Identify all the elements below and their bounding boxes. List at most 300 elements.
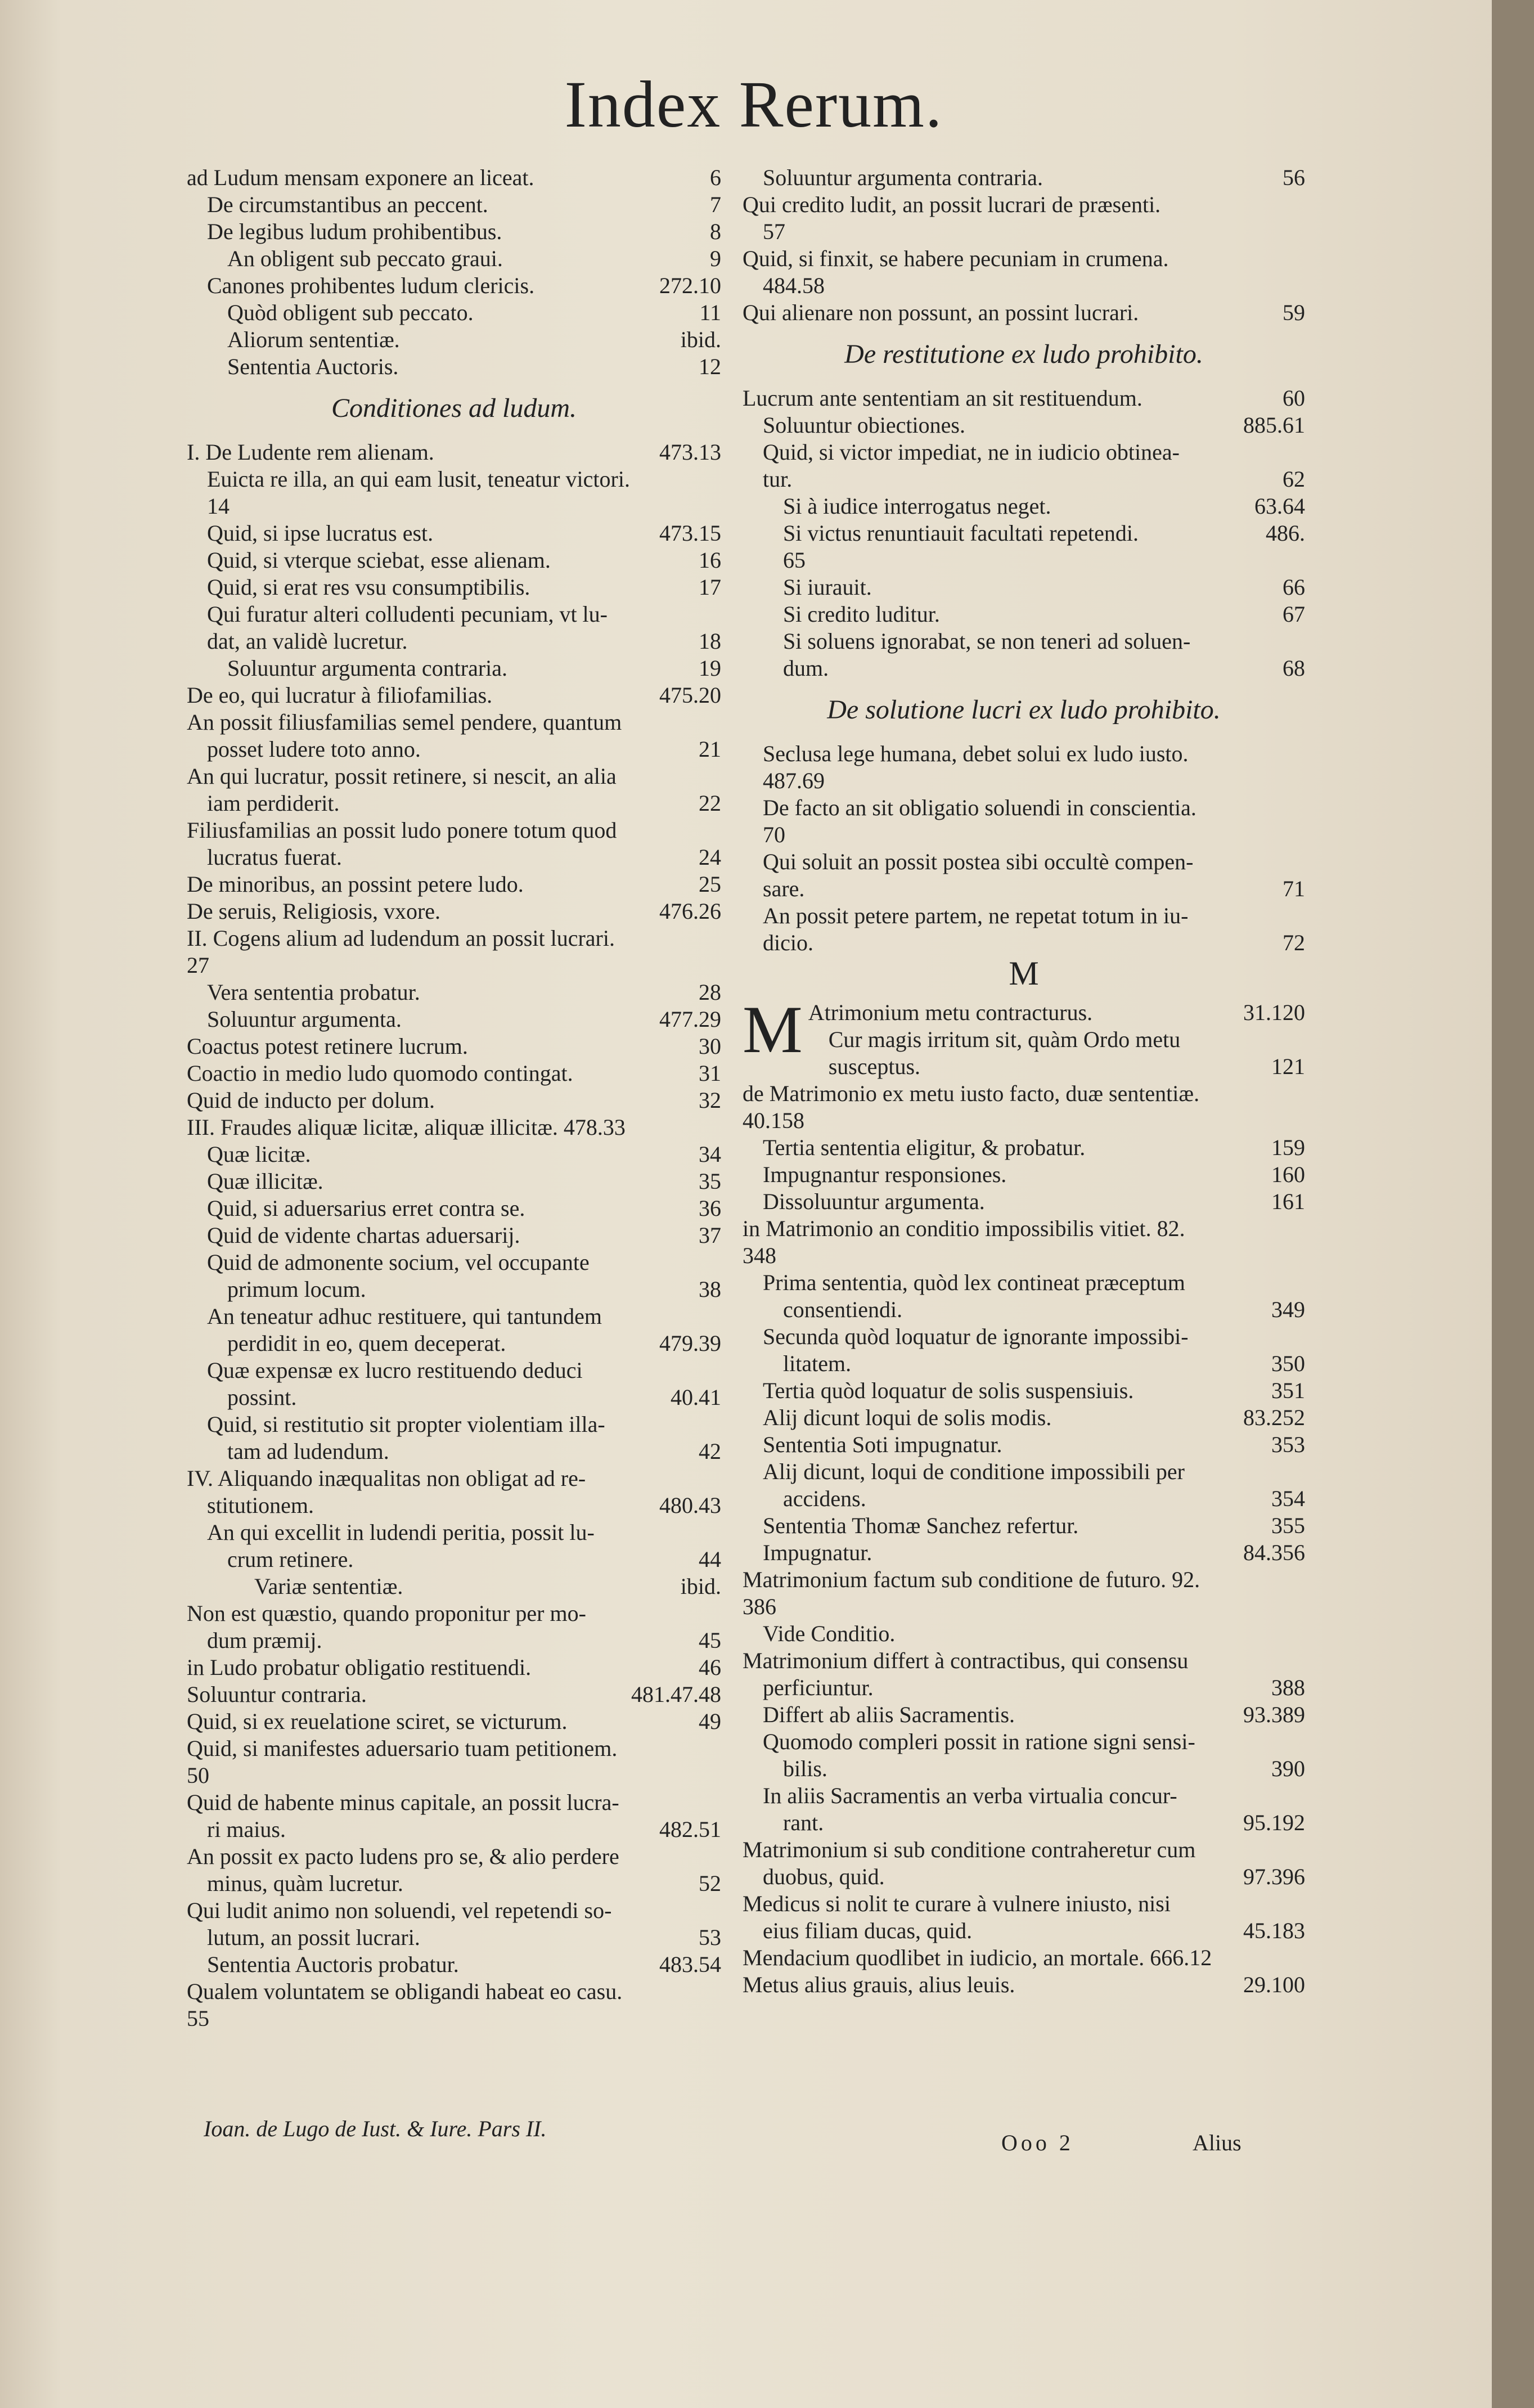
- catchword: Alius: [1193, 2130, 1241, 2155]
- entry-reference: [1296, 1944, 1305, 1971]
- entry-reference: [712, 1114, 721, 1141]
- entry-text: stitutionem.: [207, 1493, 314, 1518]
- index-entry: [187, 709, 721, 736]
- entry-text: Quæ licitæ.: [207, 1142, 311, 1167]
- index-entry: [187, 2005, 721, 2032]
- entry-reference: [712, 493, 721, 520]
- index-entry: [743, 1296, 1305, 1323]
- index-entry: [187, 628, 721, 655]
- entry-text: possint.: [227, 1385, 297, 1410]
- index-entry: [187, 1357, 721, 1384]
- index-entry: [187, 547, 721, 574]
- entry-reference: 66: [1283, 574, 1305, 600]
- index-entry: [187, 1330, 721, 1357]
- index-entry: [187, 1060, 721, 1087]
- entry-reference: [1296, 1026, 1305, 1053]
- index-entry: [808, 999, 1305, 1026]
- index-entry: [743, 466, 1305, 493]
- index-entry: [743, 1701, 1305, 1728]
- entry-text: 484.58: [763, 273, 825, 298]
- index-entry: [743, 1080, 1305, 1107]
- index-entry: [187, 979, 721, 1006]
- entry-text: Quid de inducto per dolum.: [187, 1088, 435, 1113]
- index-entry: [743, 439, 1305, 466]
- entry-reference: [712, 817, 721, 844]
- entry-reference: 83.252: [1243, 1405, 1305, 1430]
- entry-text: Qui ludit animo non soluendi, vel repetendi so-: [187, 1898, 612, 1923]
- entry-text: I. De Ludente rem alienam.: [187, 439, 434, 465]
- entry-text: perficiuntur.: [763, 1675, 874, 1700]
- entry-text: Quid, si ipse lucratus est.: [207, 520, 434, 546]
- entry-reference: 84.356: [1243, 1540, 1305, 1565]
- entry-text: An obligent sub peccato graui.: [227, 246, 503, 271]
- entry-text: bilis.: [783, 1756, 827, 1781]
- entry-reference: [1296, 848, 1305, 875]
- index-entry: [743, 1863, 1305, 1890]
- entry-reference: 97.396: [1243, 1864, 1305, 1889]
- entry-text: minus, quàm lucretur.: [207, 1871, 403, 1896]
- drop-cap-m: M: [743, 992, 803, 1067]
- index-entry: [187, 1033, 721, 1060]
- entry-text: Qui credito ludit, an possit lucrari de præsenti.: [743, 192, 1161, 217]
- entry-reference: 11: [699, 300, 721, 325]
- entry-reference: 473.15: [659, 520, 721, 546]
- entry-text: dat, an validè lucretur.: [207, 628, 408, 654]
- letter-heading-m: M: [1009, 955, 1039, 992]
- right-column: [743, 164, 1305, 1998]
- index-entry: [743, 245, 1305, 272]
- index-entry: [743, 601, 1305, 628]
- index-entry: [187, 817, 721, 844]
- signature-mark: Ooo 2: [1001, 2130, 1074, 2155]
- index-entry: [187, 1006, 721, 1033]
- entry-text: 27: [187, 953, 209, 978]
- entry-text: Si iurauit.: [783, 574, 872, 600]
- entry-reference: 354: [1271, 1486, 1305, 1511]
- entry-reference: 473.13: [659, 439, 721, 465]
- index-entry: [187, 871, 721, 898]
- index-entry: [187, 1438, 721, 1465]
- index-entry: [187, 1654, 721, 1681]
- entry-text: ri maius.: [207, 1817, 286, 1842]
- index-entry: [743, 1215, 1305, 1242]
- left-entries-conditiones: [187, 439, 721, 2032]
- index-entry: [187, 682, 721, 709]
- entry-reference: [1296, 1782, 1305, 1809]
- entry-reference: 355: [1271, 1513, 1305, 1538]
- entry-reference: [712, 709, 721, 736]
- index-entry: [743, 1485, 1305, 1512]
- entry-reference: [1296, 767, 1305, 794]
- entry-text: 40.158: [743, 1108, 804, 1133]
- index-entry: [187, 1951, 721, 1978]
- entry-reference: 42: [699, 1439, 721, 1464]
- entry-text: 348: [743, 1243, 776, 1268]
- entry-text: Aliorum sententiæ.: [227, 327, 400, 352]
- entry-text: eius filiam ducas, quid.: [763, 1918, 973, 1943]
- entry-reference: 29.100: [1243, 1972, 1305, 1997]
- index-entry: [187, 1627, 721, 1654]
- index-entry: [743, 655, 1305, 682]
- index-entry: [187, 1924, 721, 1951]
- entry-reference: [1296, 1080, 1305, 1107]
- index-entry: [187, 601, 721, 628]
- right-entries-restitutione: [743, 385, 1305, 682]
- index-entry: [187, 952, 721, 979]
- entry-text: 55: [187, 2006, 209, 2031]
- entry-text: An qui lucratur, possit retinere, si nescit, an alia: [187, 763, 617, 789]
- index-entry: [743, 1107, 1305, 1134]
- index-entry: [187, 1249, 721, 1276]
- entry-reference: 62: [1283, 466, 1305, 492]
- entry-text: De seruis, Religiosis, vxore.: [187, 898, 441, 924]
- index-entry: [743, 1350, 1305, 1377]
- entry-reference: 483.54: [659, 1952, 721, 1977]
- entry-reference: [712, 1411, 721, 1438]
- entry-text: primum locum.: [227, 1277, 366, 1302]
- entry-reference: [1296, 1107, 1305, 1134]
- entry-reference: 12: [699, 354, 721, 379]
- index-entry: [743, 1890, 1305, 1917]
- entry-reference: [712, 1735, 721, 1762]
- index-entry: [187, 1492, 721, 1519]
- index-entry: [743, 1404, 1305, 1431]
- entry-text: De legibus ludum prohibentibus.: [207, 219, 502, 244]
- entry-reference: 479.39: [659, 1331, 721, 1356]
- index-entry: [187, 1816, 721, 1843]
- index-entry: [187, 1303, 721, 1330]
- entry-reference: [712, 1789, 721, 1816]
- entry-reference: [712, 1978, 721, 2005]
- index-entry: [187, 1411, 721, 1438]
- index-entry: [743, 848, 1305, 875]
- entry-reference: 19: [699, 655, 721, 681]
- entry-reference: [1296, 245, 1305, 272]
- entry-reference: 6: [710, 165, 721, 190]
- entry-text: Si credito luditur.: [783, 601, 940, 627]
- entry-text: Filiusfamilias an possit ludo ponere totum quod: [187, 817, 617, 843]
- entry-text: ad Ludum mensam exponere an liceat.: [187, 165, 534, 190]
- entry-text: Quæ expensæ ex lucro restituendo deduci: [207, 1358, 583, 1383]
- entry-reference: [1296, 1323, 1305, 1350]
- entry-text: 65: [783, 547, 806, 573]
- entry-text: rant.: [783, 1810, 824, 1835]
- entry-text: Atrimonium metu contracturus.: [808, 1000, 1093, 1025]
- index-entry: [187, 1978, 721, 2005]
- entry-text: Mendacium quodlibet in iudicio, an mortale. 666.12: [743, 1945, 1212, 1970]
- entry-reference: ibid.: [680, 1574, 721, 1599]
- entry-reference: 34: [699, 1142, 721, 1167]
- entry-text: De minoribus, an possint petere ludo.: [187, 871, 524, 897]
- entry-text: Quid, si ex reuelatione sciret, se victurum.: [187, 1709, 568, 1734]
- index-entry: [187, 1573, 721, 1600]
- entry-text: Soluuntur argumenta contraria.: [763, 165, 1043, 190]
- entry-reference: 390: [1271, 1756, 1305, 1781]
- index-entry: [187, 1519, 721, 1546]
- index-entry: [743, 821, 1305, 848]
- entry-text: Soluuntur obiectiones.: [763, 412, 965, 438]
- index-entry: [187, 1168, 721, 1195]
- entry-reference: [1296, 547, 1305, 574]
- index-entry: [743, 299, 1305, 326]
- entry-text: 386: [743, 1594, 776, 1619]
- entry-reference: [712, 1465, 721, 1492]
- entry-text: Qui furatur alteri colludenti pecuniam, vt lu-: [207, 601, 608, 627]
- entry-text: Qui soluit an possit postea sibi occultè compen-: [763, 849, 1194, 874]
- entry-text: Lucrum ante sententiam an sit restituendum.: [743, 385, 1142, 411]
- entry-reference: 56: [1283, 165, 1305, 190]
- index-entry: [187, 353, 721, 380]
- entry-reference: 46: [699, 1655, 721, 1680]
- index-entry: [187, 1681, 721, 1708]
- entry-reference: 37: [699, 1223, 721, 1248]
- entry-reference: 45.183: [1243, 1918, 1305, 1943]
- index-entry: [187, 844, 721, 871]
- index-entry: [187, 439, 721, 466]
- entry-reference: 350: [1271, 1351, 1305, 1376]
- index-entry: [743, 1566, 1305, 1593]
- entry-reference: [1296, 191, 1305, 218]
- entry-text: Prima sententia, quòd lex contineat præceptum: [763, 1270, 1185, 1295]
- index-entry: [743, 520, 1305, 547]
- entry-text: in Ludo probatur obligatio restituendi.: [187, 1655, 532, 1680]
- entry-text: Quid, si manifestes aduersario tuam petitionem.: [187, 1736, 618, 1761]
- entry-text: Non est quæstio, quando proponitur per mo-: [187, 1601, 586, 1626]
- entry-text: litatem.: [783, 1351, 852, 1376]
- index-entry: [743, 1809, 1305, 1836]
- entry-text: Matrimonium differt à contractibus, qui consensu: [743, 1648, 1189, 1673]
- right-entries-solutione: [743, 740, 1305, 956]
- entry-text: Impugnantur responsiones.: [763, 1162, 1007, 1187]
- index-entry: [743, 1620, 1305, 1647]
- entry-reference: [1296, 740, 1305, 767]
- entry-text: Matrimonium si sub conditione contraheretur cum: [743, 1837, 1196, 1862]
- entry-text: 70: [763, 822, 785, 847]
- entry-reference: [1296, 1215, 1305, 1242]
- entry-text: Canones prohibentes ludum clericis.: [207, 273, 535, 298]
- entry-reference: 17: [699, 574, 721, 600]
- entry-reference: 59: [1283, 300, 1305, 325]
- entry-reference: [1296, 1242, 1305, 1269]
- entry-reference: [1296, 1836, 1305, 1863]
- entry-text: 14: [207, 493, 230, 519]
- entry-text: consentiendi.: [783, 1297, 903, 1322]
- entry-reference: [712, 1357, 721, 1384]
- index-entry: [187, 1735, 721, 1762]
- entry-reference: [712, 1249, 721, 1276]
- entry-text: lucratus fuerat.: [207, 844, 342, 870]
- entry-text: Seclusa lege humana, debet solui ex ludo iusto.: [763, 741, 1189, 766]
- index-entry: [743, 1458, 1305, 1485]
- entry-reference: 475.20: [659, 682, 721, 708]
- entry-text: Qui alienare non possunt, an possint lucrari.: [743, 300, 1139, 325]
- index-entry: [187, 326, 721, 353]
- index-entry: [187, 164, 721, 191]
- entry-text: posset ludere toto anno.: [207, 736, 421, 762]
- index-entry: [187, 1870, 721, 1897]
- index-entry: [743, 574, 1305, 601]
- index-entry: [187, 1600, 721, 1627]
- index-entry: [743, 1161, 1305, 1188]
- entry-text: An possit petere partem, ne repetat totum in iu-: [763, 903, 1189, 928]
- entry-reference: 353: [1271, 1432, 1305, 1457]
- index-entry: [743, 1782, 1305, 1809]
- index-entry: [743, 767, 1305, 794]
- entry-reference: 22: [699, 790, 721, 816]
- entry-text: An possit ex pacto ludens pro se, & alio perdere: [187, 1844, 619, 1869]
- entry-text: De circumstantibus an peccent.: [207, 192, 488, 217]
- index-entry: [187, 1276, 721, 1303]
- entry-text: Soluuntur contraria.: [187, 1682, 367, 1707]
- entry-text: Quid de admonente socium, vel occupante: [207, 1250, 590, 1275]
- entry-reference: 67: [1283, 601, 1305, 627]
- index-entry: [187, 245, 721, 272]
- entry-text: 57: [763, 219, 785, 244]
- entry-text: An teneatur adhuc restituere, qui tantundem: [207, 1304, 602, 1329]
- entry-reference: [1296, 1593, 1305, 1620]
- entry-reference: 63.64: [1254, 493, 1305, 519]
- entry-reference: 482.51: [659, 1817, 721, 1842]
- entry-reference: [712, 1843, 721, 1870]
- entry-reference: 60: [1283, 385, 1305, 411]
- entry-reference: 7: [710, 192, 721, 217]
- entry-text: sare.: [763, 876, 805, 901]
- entry-text: In aliis Sacramentis an verba virtualia concur-: [763, 1783, 1177, 1808]
- entry-reference: 24: [699, 844, 721, 870]
- entry-reference: 25: [699, 871, 721, 897]
- entry-reference: 121: [1271, 1054, 1305, 1079]
- entry-text: Quid, si victor impediat, ne in iudicio obtinea-: [763, 439, 1180, 465]
- index-entry: [743, 929, 1305, 956]
- entry-text: Alij dicunt loqui de solis modis.: [763, 1405, 1052, 1430]
- entry-reference: 95.192: [1243, 1810, 1305, 1835]
- index-entry: [187, 574, 721, 601]
- entry-text: De facto an sit obligatio soluendi in conscientia.: [763, 795, 1196, 820]
- entry-reference: 68: [1283, 655, 1305, 681]
- entry-text: Quomodo compleri possit in ratione signi sensi-: [763, 1729, 1195, 1754]
- entry-reference: 31.120: [1243, 1000, 1305, 1025]
- index-entry: [743, 164, 1305, 191]
- entry-reference: 38: [699, 1277, 721, 1302]
- index-entry: [187, 763, 721, 790]
- entry-text: Coactus potest retinere lucrum.: [187, 1034, 468, 1059]
- index-entry: [187, 1141, 721, 1168]
- index-entry: [743, 191, 1305, 218]
- entry-reference: [712, 601, 721, 628]
- entry-reference: 53: [699, 1925, 721, 1950]
- index-entry: [743, 1539, 1305, 1566]
- entry-reference: 45: [699, 1628, 721, 1653]
- index-entry: [743, 1593, 1305, 1620]
- entry-text: Medicus si nolit te curare à vulnere iniusto, nisi: [743, 1891, 1171, 1916]
- entry-text: perdidit in eo, quem deceperat.: [227, 1331, 506, 1356]
- index-entry: [187, 272, 721, 299]
- index-entry: [743, 1134, 1305, 1161]
- index-entry: [187, 1465, 721, 1492]
- entry-reference: 159: [1271, 1135, 1305, 1160]
- entry-reference: [1296, 821, 1305, 848]
- index-entry: [743, 385, 1305, 412]
- index-entry: [743, 1728, 1305, 1755]
- index-entry: [743, 1512, 1305, 1539]
- entry-reference: [1296, 1566, 1305, 1593]
- entry-text: Quòd obligent sub peccato.: [227, 300, 474, 325]
- entry-text: Si victus renuntiauit facultati repetendi.: [783, 520, 1139, 546]
- index-entry: [187, 736, 721, 763]
- index-entry: [743, 493, 1305, 520]
- entry-reference: ibid.: [680, 327, 721, 352]
- entry-text: Soluuntur argumenta.: [207, 1007, 402, 1032]
- section-heading-solutione: De solutione lucri ex ludo prohibito.: [827, 695, 1221, 725]
- entry-text: An possit filiusfamilias semel pendere, quantum: [187, 709, 622, 735]
- entry-reference: 160: [1271, 1162, 1305, 1187]
- index-entry: [187, 191, 721, 218]
- entry-text: duobus, quid.: [763, 1864, 885, 1889]
- index-entry: [808, 1026, 1305, 1053]
- entry-text: Soluuntur argumenta contraria.: [227, 655, 508, 681]
- entry-text: in Matrimonio an conditio impossibilis vitiet. 82.: [743, 1216, 1185, 1241]
- entry-text: Quid, si erat res vsu consumptibilis.: [207, 574, 530, 600]
- section-heading-restitutione: De restitutione ex ludo prohibito.: [844, 339, 1203, 369]
- entry-text: Coactio in medio ludo quomodo contingat.: [187, 1061, 573, 1086]
- entry-reference: 477.29: [659, 1007, 721, 1032]
- entry-reference: [712, 952, 721, 979]
- index-entry: [808, 1053, 1305, 1080]
- index-entry: [187, 790, 721, 817]
- entry-text: Sententia Soti impugnatur.: [763, 1432, 1002, 1457]
- entry-reference: [1296, 1728, 1305, 1755]
- entry-text: tur.: [763, 466, 793, 492]
- entry-text: Quid, si aduersarius erret contra se.: [207, 1196, 525, 1221]
- index-entry: [187, 1114, 721, 1141]
- entry-reference: [712, 763, 721, 790]
- index-entry: [743, 1323, 1305, 1350]
- index-entry: [187, 299, 721, 326]
- index-entry: [743, 547, 1305, 574]
- index-entry: [187, 1708, 721, 1735]
- right-entries-matrimonium: [743, 992, 1305, 1998]
- index-entry: [743, 1431, 1305, 1458]
- entry-text: Vide Conditio.: [763, 1621, 896, 1646]
- entry-text: Alij dicunt, loqui de conditione impossibili per: [763, 1459, 1185, 1484]
- entry-reference: 93.389: [1243, 1702, 1305, 1727]
- entry-text: Impugnatur.: [763, 1540, 872, 1565]
- entry-text: 487.69: [763, 768, 825, 793]
- entry-reference: [1296, 272, 1305, 299]
- index-entry: [743, 1377, 1305, 1404]
- entry-reference: [1296, 1269, 1305, 1296]
- entry-text: Quid de habente minus capitale, an possit lucra-: [187, 1790, 619, 1815]
- index-entry: [187, 1222, 721, 1249]
- index-entry: [743, 218, 1305, 245]
- entry-text: susceptus.: [828, 1054, 921, 1079]
- entry-text: lutum, an possit lucrari.: [207, 1925, 420, 1950]
- entry-reference: [1296, 628, 1305, 655]
- index-entry: [187, 898, 721, 925]
- entry-reference: 16: [699, 547, 721, 573]
- entry-reference: [1296, 1620, 1305, 1647]
- entry-reference: 71: [1283, 876, 1305, 901]
- entry-reference: 486.: [1266, 520, 1305, 546]
- entry-text: dum præmij.: [207, 1628, 322, 1653]
- left-entries-ludum: [187, 164, 721, 380]
- entry-text: II. Cogens alium ad ludendum an possit lucrari.: [187, 926, 615, 951]
- entry-text: Vera sententia probatur.: [207, 980, 420, 1005]
- entry-text: IV. Aliquando inæqualitas non obligat ad re-: [187, 1466, 586, 1491]
- entry-text: Dissoluuntur argumenta.: [763, 1189, 985, 1214]
- index-entry: [743, 902, 1305, 929]
- entry-reference: 481.47.48: [631, 1682, 721, 1707]
